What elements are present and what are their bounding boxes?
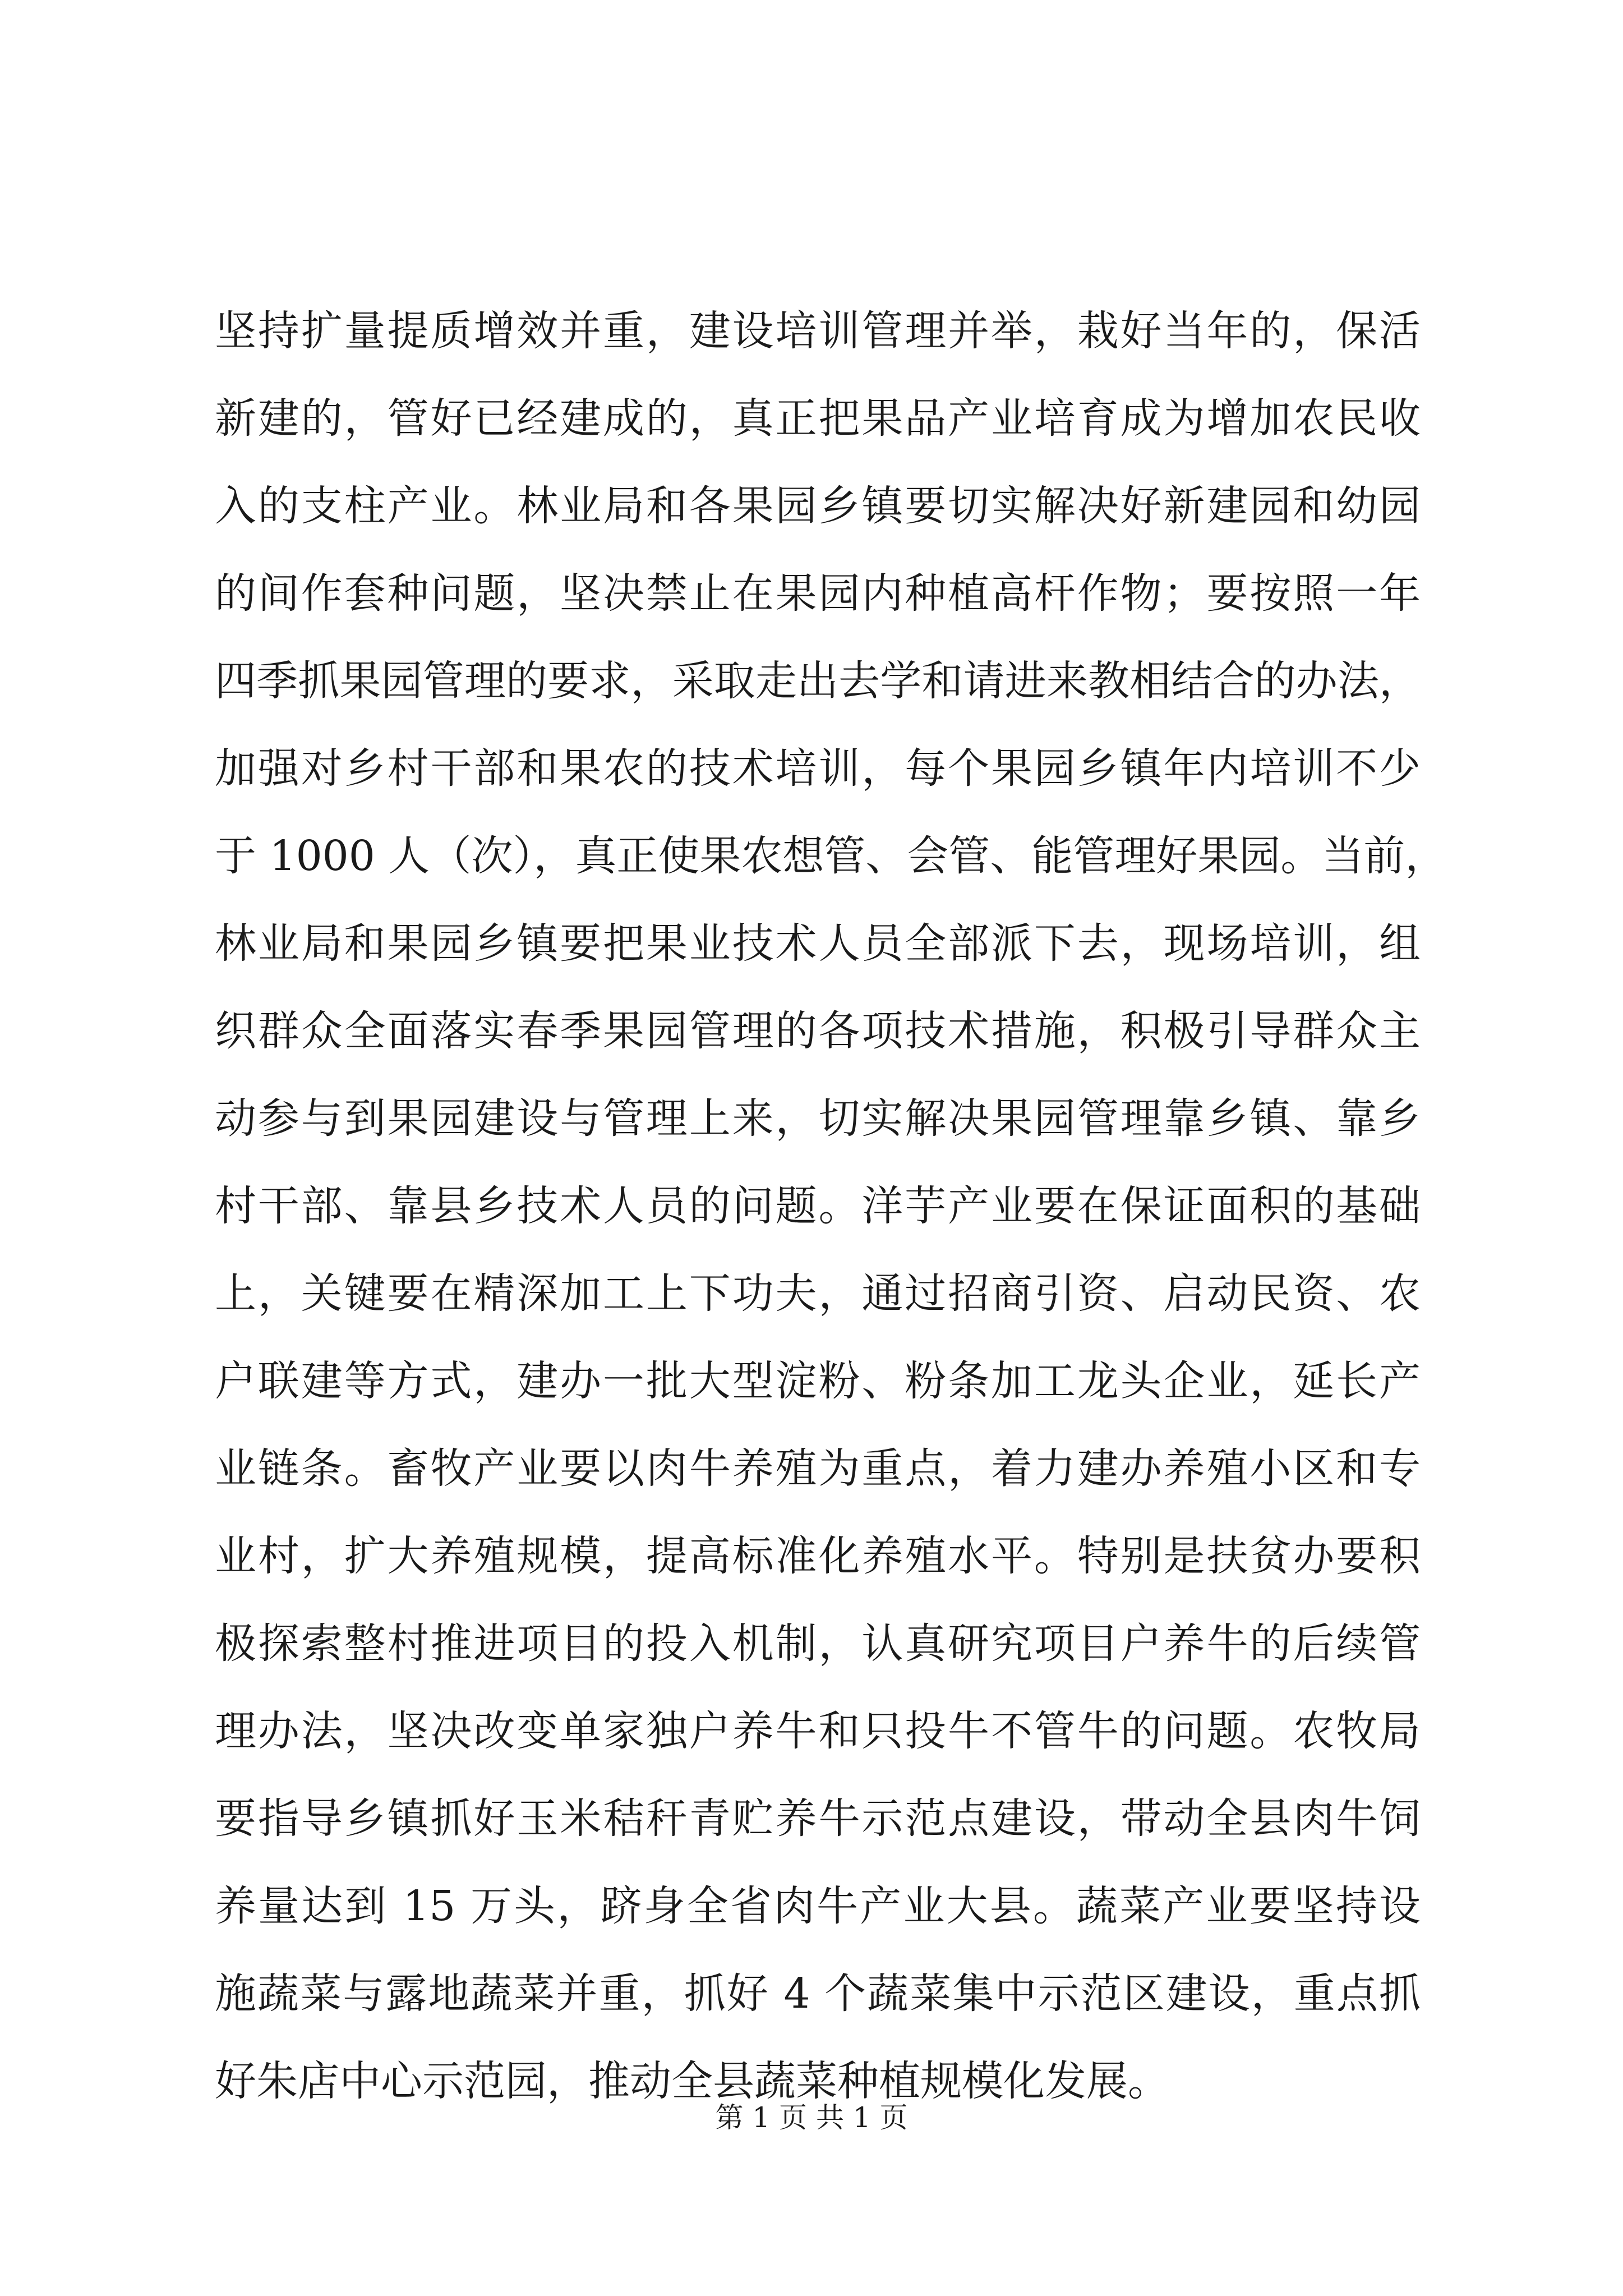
text-line: 业链条。畜牧产业要以肉牛养殖为重点，着力建办养殖小区和专 (215, 1444, 1421, 1493)
text-line: 林业局和果园乡镇要把果业技术人员全部派下去，现场培训，组 (215, 919, 1421, 968)
text-line: 好朱店中心示范园，推动全县蔬菜种植规模化发展。 (215, 2057, 1169, 2105)
text-line: 施蔬菜与露地蔬菜并重，抓好 4 个蔬菜集中示范区建设，重点抓 (215, 1970, 1421, 2018)
text-line: 四季抓果园管理的要求，采取走出去学和请进来教相结合的办法， (215, 657, 1421, 705)
text-line: 户联建等方式，建办一批大型淀粉、粉条加工龙头企业，延长产 (215, 1357, 1421, 1405)
text-line: 极探索整村推进项目的投入机制，认真研究项目户养牛的后续管 (215, 1619, 1421, 1668)
text-line: 要指导乡镇抓好玉米秸秆青贮养牛示范点建设，带动全县肉牛饲 (215, 1795, 1421, 1843)
text-line: 动参与到果园建设与管理上来，切实解决果园管理靠乡镇、靠乡 (215, 1094, 1421, 1143)
body-paragraph (215, 287, 1447, 2125)
text-line: 加强对乡村干部和果农的技术培训，每个果园乡镇年内培训不少 (215, 744, 1421, 793)
text-line: 新建的，管好已经建成的，真正把果品产业培育成为增加农民收 (215, 394, 1421, 443)
page-footer: 第 1 页 共 1 页 (715, 2101, 908, 2134)
text-line: 上，关键要在精深加工上下功夫，通过招商引资、启动民资、农 (215, 1269, 1421, 1318)
text-line: 理办法，坚决改变单家独户养牛和只投牛不管牛的问题。农牧局 (215, 1707, 1421, 1755)
text-line: 养量达到 15 万头，跻身全省肉牛产业大县。蔬菜产业要坚持设 (215, 1882, 1421, 1930)
text-line: 业村，扩大养殖规模，提高标准化养殖水平。特别是扶贫办要积 (215, 1532, 1421, 1580)
text-line: 的间作套种问题，坚决禁止在果园内种植高杆作物；要按照一年 (215, 569, 1421, 618)
text-line: 坚持扩量提质增效并重，建设培训管理并举，栽好当年的，保活 (215, 307, 1421, 355)
text-line: 织群众全面落实春季果园管理的各项技术措施，积极引导群众主 (215, 1007, 1421, 1055)
text-line: 村干部、靠县乡技术人员的问题。洋芋产业要在保证面积的基础 (215, 1182, 1421, 1230)
text-line: 入的支柱产业。林业局和各果园乡镇要切实解决好新建园和幼园 (215, 482, 1421, 530)
text-line: 于 1000 人（次），真正使果农想管、会管、能管理好果园。当前， (215, 832, 1447, 880)
